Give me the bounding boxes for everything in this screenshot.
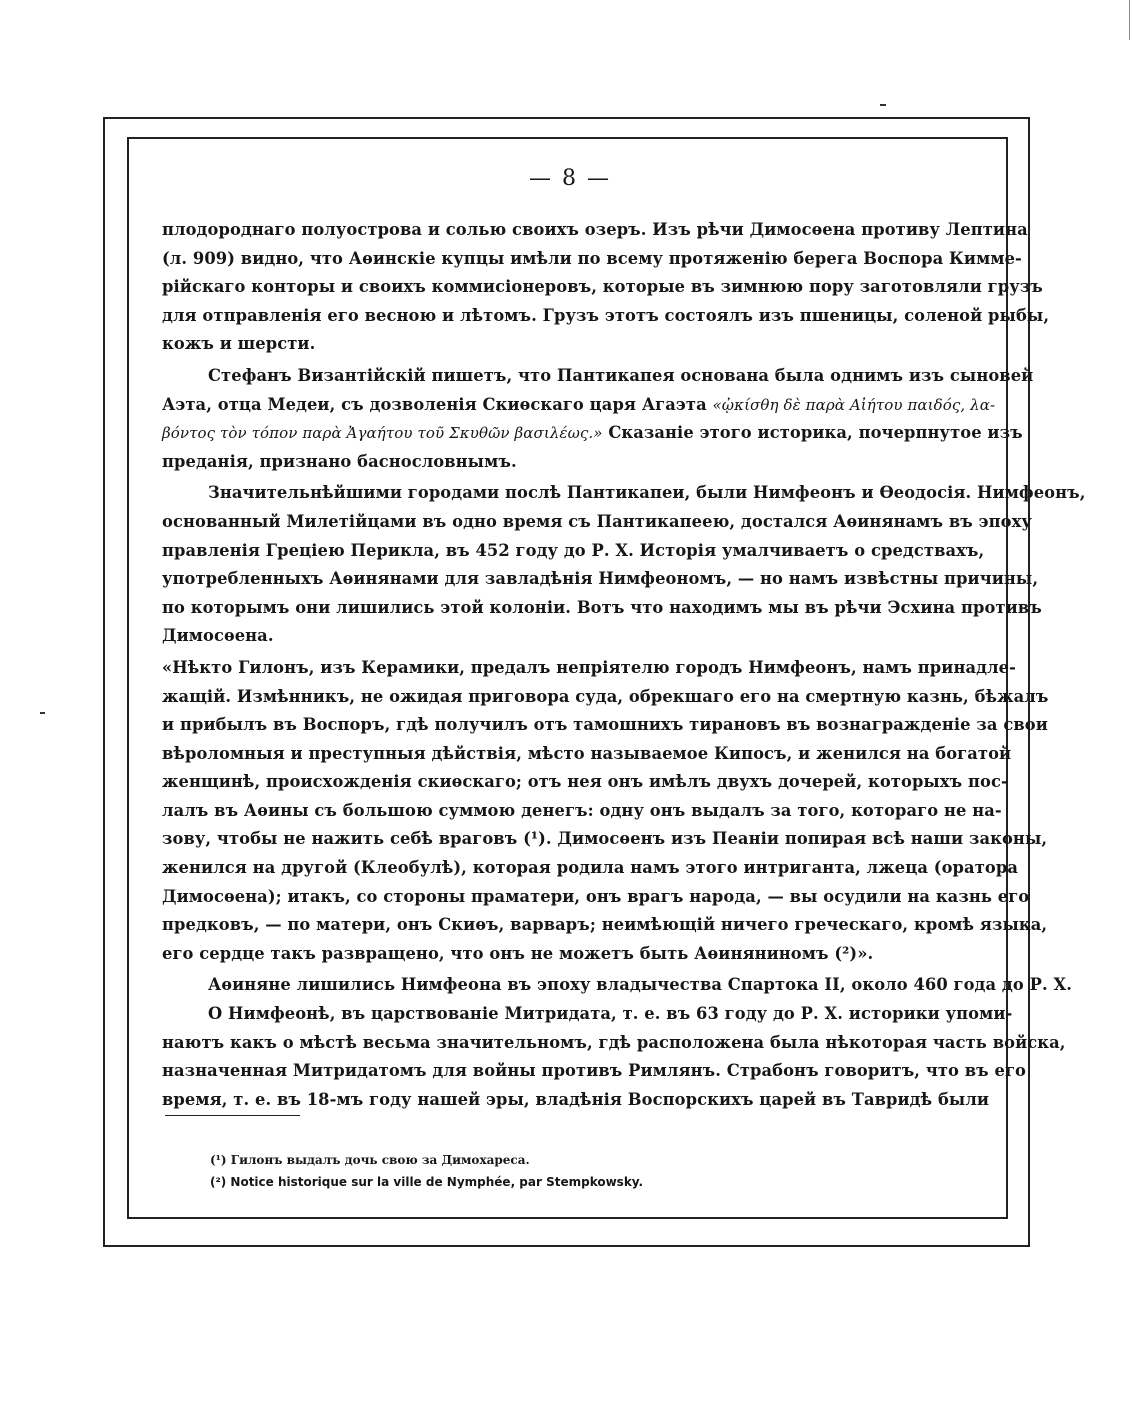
text-line: Значительнѣйшими городами послѣ Пантикапеи, были Нимфеонъ и Ѳеодосія. Нимфеонъ, (208, 483, 1086, 503)
text-line: и прибылъ въ Воспоръ, гдѣ получилъ отъ тамошнихъ тирановъ въ вознагражденіе за свои (162, 715, 1048, 735)
text-line: плодороднаго полуострова и солью своихъ озеръ. Изъ рѣчи Димосѳена противу Лептина (162, 220, 1028, 239)
speck-mark (880, 104, 886, 106)
text-line: (л. 909) видно, что Аѳинскіе купцы имѣли по всему протяженію берега Воспора Кимме- (162, 248, 1022, 268)
text-line: время, т. е. въ 18-мъ году нашей эры, владѣнія Воспорскихъ царей въ Тавридѣ были (162, 1089, 990, 1109)
text-line: преданія, признано баснословнымъ. (162, 451, 517, 471)
text-fragment: Аэта, отца Медеи, съ дозволенія Скиѳскаго царя Агаэта (162, 394, 713, 414)
text-line: лалъ въ Аѳины съ большою суммою денегъ: одну онъ выдалъ за того, котораго не на- (162, 800, 1002, 820)
text-line: зову, чтобы не нажить себѣ враговъ (¹). Димосѳенъ изъ Пеаніи попирая всѣ наши законы, (162, 829, 1048, 849)
text-line: женщинѣ, происхожденія скиѳскаго; отъ нея онъ имѣлъ двухъ дочерей, которыхъ пос- (162, 772, 1008, 792)
greek-quote: βόντος τὸν τόπον παρὰ Ἀγαήτου τοῦ Σκυθῶν βασιλέως.» (162, 424, 603, 443)
page-number: — 8 — (529, 166, 611, 191)
greek-quote: «ᾠκίσθη δὲ παρὰ Αἰήτου παιδός, λα- (712, 395, 996, 414)
footnote-rule (165, 1115, 300, 1116)
text-line: Стефанъ Византійскій пишетъ, что Пантикапея основана была однимъ изъ сыновей (208, 365, 1034, 385)
text-line: основанный Милетійцами въ одно время съ Пантикапеею, достался Аѳинянамъ въ эпоху (162, 511, 1032, 531)
text-line: Димосѳена); итакъ, со стороны праматери, онъ врагъ народа, — вы осудили на казнь его (162, 886, 1030, 906)
text-line: по которымъ они лишились этой колоніи. Вотъ что находимъ мы въ рѣчи Эсхина противъ (162, 597, 1042, 617)
footnote-2: (²) Notice historique sur la ville de Nymphée, par Stempkowsky. (210, 1175, 644, 1189)
text-line: назначенная Митридатомъ для войны противъ Римлянъ. Страбонъ говоритъ, что въ его (162, 1061, 1027, 1081)
text-line: наютъ какъ о мѣстѣ весьма значительномъ, гдѣ расположена была нѣкоторая часть войска, (162, 1032, 1066, 1052)
text-line: рійскаго конторы и своихъ коммисіонеровъ, которые въ зимнюю пору заготовляли грузъ (162, 277, 1043, 297)
text-fragment: Сказаніе этого историка, почерпнутое изъ (602, 423, 1023, 443)
text-line (162, 419, 1023, 448)
text-line: Аѳиняне лишились Нимфеона въ эпоху владычества Спартока II, около 460 года до Р. Х. (208, 975, 1072, 995)
text-line: жащій. Измѣнникъ, не ожидая приговора суда, обрекшаго его на смертную казнь, бѣжалъ (162, 686, 1049, 706)
text-line: его сердце такъ развращено, что онъ не можетъ быть Аѳиняниномъ (²)». (162, 943, 874, 963)
footnote-1: (¹) Гилонъ выдалъ дочь свою за Димохареса. (210, 1153, 530, 1167)
text-line: предковъ, — по матери, онъ Скиѳъ, варваръ; неимѣющій ничего греческаго, кромѣ языка, (162, 915, 1048, 935)
text-line: Димосѳена. (162, 626, 274, 646)
footnotes (210, 1149, 910, 1193)
text-line: вѣроломныя и преступныя дѣйствія, мѣсто называемое Кипосъ, и женился на богатой (162, 743, 1012, 763)
text-line: О Нимфеонѣ, въ царствованіе Митридата, т. е. въ 63 году до Р. Х. историки упоми- (208, 1004, 1013, 1024)
text-line: для отправленія его весною и лѣтомъ. Грузъ этотъ состоялъ изъ пшеницы, соленой рыбы, (162, 305, 1050, 325)
text-line: правленія Греціею Перикла, въ 452 году до Р. Х. Исторія умалчиваетъ о средствахъ, (162, 540, 985, 560)
text-line: употребленныхъ Аѳинянами для завладѣнія Нимфеономъ, — но намъ извѣстны причины, (162, 569, 1039, 589)
speck-mark (40, 712, 45, 714)
text-line: женился на другой (Клеобулѣ), которая родила намъ этого интриганта, лжеца (оратора (162, 858, 1018, 878)
text-line (162, 391, 996, 420)
text-line: кожъ и шерсти. (162, 334, 316, 354)
text-line: «Нѣкто Гилонъ, изъ Керамики, предалъ непріятелю городъ Нимфеонъ, намъ принадле- (162, 657, 1016, 677)
edge-mark (1129, 0, 1130, 40)
body-text (162, 216, 1086, 1114)
